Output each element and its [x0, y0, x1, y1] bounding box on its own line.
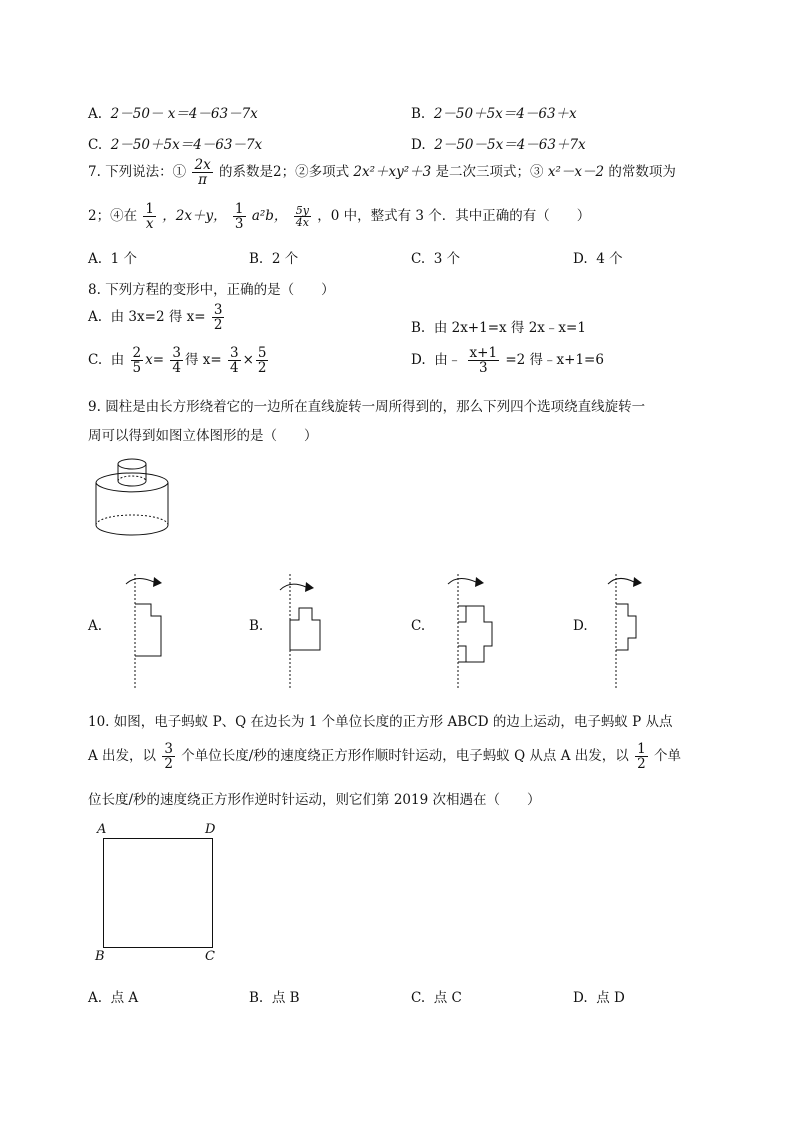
q9-option-b-figure — [274, 570, 334, 690]
q9-stem-line1: 9. 圆柱是由长方形绕着它的一边所在直线旋转一周所得到的，那么下列四个选项绕直线旋转一 — [88, 399, 646, 415]
q8-c-fraction-1: $\frac{2}{5}$ — [132, 345, 142, 377]
q10-option-c[interactable]: C. 点 C — [411, 990, 462, 1006]
q9-option-d[interactable]: D. — [573, 618, 588, 634]
q8-option-c[interactable]: C. 由 $\frac{2}{5}$ x= $\frac{3}{4}$ 得 x= $\frac{3}{4}$ × $\frac{5}{2}$ — [88, 345, 267, 377]
q8-a-fraction: $\frac{3}{2}$ — [213, 302, 223, 334]
q8-option-a[interactable]: A. 由 3x=2 得 x= $\frac{3}{2}$ — [88, 302, 223, 334]
q8-c-fraction-3: $\frac{3}{4}$ — [229, 345, 239, 377]
q9-option-a-figure — [118, 570, 178, 690]
q10-square-abcd — [103, 838, 213, 948]
q9-solid-figure — [90, 455, 190, 545]
q8-c-fraction-2: $\frac{3}{4}$ — [172, 345, 181, 377]
q7-fraction-5y-over-4x: $\frac{5y}{4x}$ — [295, 203, 309, 230]
q10-label-d: D — [205, 822, 216, 837]
q8-stem: 8. 下列方程的变形中，正确的是（ ） — [88, 282, 335, 298]
q7-option-a[interactable]: A. 1 个 — [88, 251, 138, 267]
q10-fraction-3-over-2: $\frac{3}{2}$ — [164, 741, 173, 773]
q10-option-a[interactable]: A. 点 A — [88, 990, 139, 1006]
q8-option-b[interactable]: B. 由 2x+1=x 得 2x﹣x=1 — [411, 320, 586, 336]
q10-label-b: B — [95, 949, 105, 964]
q10-option-b[interactable]: B. 点 B — [249, 990, 300, 1006]
q9-option-a[interactable]: A. — [88, 618, 103, 634]
q10-stem-line3: 位长度/秒的速度绕正方形作逆时针运动，则它们第 2019 次相遇在（ ） — [88, 792, 541, 808]
q8-c-fraction-4: $\frac{5}{2}$ — [257, 345, 267, 377]
q8-d-fraction: $\frac{x+1}{3}$ — [469, 345, 498, 377]
q7-stem-line1: 7. 下列说法：① $\frac{2x}{\pi}$ 的系数是2；②多项式 2x²＋xy²＋3 是二次三项式；③ x²－x－2 的常数项为 — [88, 157, 676, 189]
q6-option-a[interactable]: A. 2－50－ x＝4－63－7x — [88, 106, 258, 122]
q8-option-d[interactable]: D. 由﹣ $\frac{x+1}{3}$ =2 得﹣x+1=6 — [411, 345, 604, 377]
q9-option-c[interactable]: C. — [411, 618, 426, 634]
q7-fraction-1-over-x: $\frac{1}{x}$ — [145, 201, 154, 233]
q9-stem-line2: 周可以得到如图立体图形的是（ ） — [88, 428, 318, 444]
q10-fraction-1-over-2: $\frac{1}{2}$ — [637, 741, 646, 773]
q7-fraction-1-over-3: $\frac{1}{3}$ — [234, 201, 244, 233]
q9-option-b[interactable]: B. — [249, 618, 264, 634]
q9-option-c-figure — [436, 570, 496, 690]
q10-option-d[interactable]: D. 点 D — [573, 990, 625, 1006]
q6-option-c[interactable]: C. 2－50＋5x＝4－63－7x — [88, 137, 263, 153]
q7-option-b[interactable]: B. 2 个 — [249, 251, 299, 267]
q10-stem-line2: A 出发，以 $\frac{3}{2}$ 个单位长度/秒的速度绕正方形作顺时针运动，电子蚂蚁 Q 从点 A 出发，以 $\frac{1}{2}$ 个单 — [88, 741, 681, 773]
q7-option-d[interactable]: D. 4 个 — [573, 251, 623, 267]
q7-stem-line2: 2；④在 $\frac{1}{x}$ ，2x＋y， $\frac{1}{3}$ a²b， $\frac{5y}{4x}$ ，0 中，整式有 3 个．其中正确的有（ ） — [88, 201, 591, 233]
q10-stem-line1: 10. 如图，电子蚂蚁 P、Q 在边长为 1 个单位长度的正方形 ABCD 的边上运动，电子蚂蚁 P 从点 — [88, 714, 673, 730]
q10-label-a: A — [97, 822, 107, 837]
q10-label-c: C — [205, 949, 215, 964]
q7-option-c[interactable]: C. 3 个 — [411, 251, 461, 267]
q6-option-b[interactable]: B. 2－50＋5x＝4－63＋x — [411, 106, 577, 122]
q7-fraction-2x-over-pi: $\frac{2x}{\pi}$ — [194, 157, 211, 189]
q9-option-d-figure — [600, 570, 660, 690]
q6-option-d[interactable]: D. 2－50－5x＝4－63＋7x — [411, 137, 586, 153]
